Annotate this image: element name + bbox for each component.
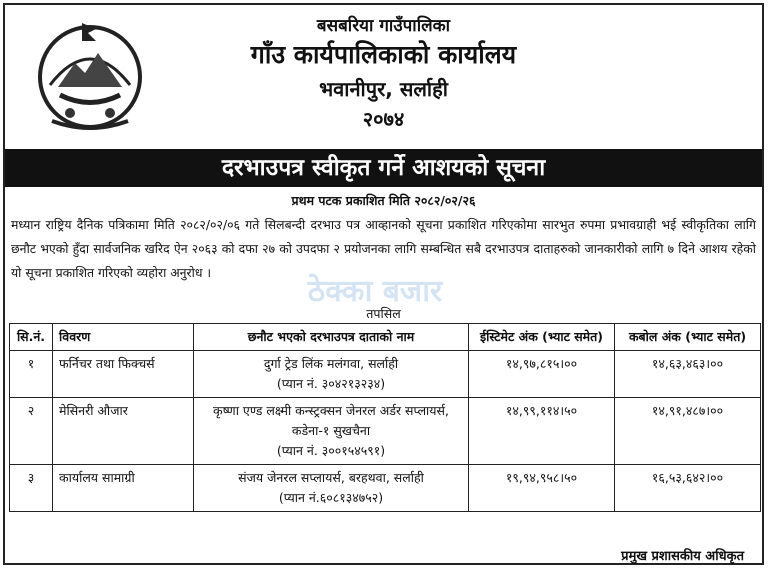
row-bidder: [194, 465, 469, 512]
row-sn: २: [10, 398, 53, 465]
row-accepted: १६,५३,६४२।००: [615, 465, 761, 512]
office-name: गाँउ कार्यपालिकाको कार्यालय: [250, 40, 517, 69]
signatory-title: प्रमुख प्रशासकीय अधिकृत: [621, 549, 744, 564]
bidder-name: दुर्गा ट्रेड लिंक मलंगवा, सर्लाही: [263, 356, 399, 371]
bidder-pan: (प्यान नं. ३०४२१३२३४): [276, 376, 386, 391]
established-year: २०७४: [362, 107, 405, 131]
municipality-name: बसबरिया गाउँपालिका: [316, 16, 451, 36]
row-estimate: १४,९९,११४।५०: [469, 398, 615, 465]
header-accepted: कबोल अंक (भ्याट समेत): [615, 324, 761, 351]
row-accepted: १४,६३,४६३।००: [615, 351, 761, 398]
table-caption: तपसिल: [366, 306, 401, 321]
row-accepted: १४,९१,४८७।००: [615, 398, 761, 465]
header-sn: सि.नं.: [10, 324, 53, 351]
row-estimate: १४,९७,८१५।००: [469, 351, 615, 398]
row-sn: १: [10, 351, 53, 398]
table-row: [10, 398, 761, 465]
notice-paragraph: मध्यान राष्ट्रिय दैनिक पत्रिकामा मिति २०८२/०२/०६ गते सिलबन्दी दरभाउ पत्र आव्हानको सूचना प्रकाशित गरिएकोमा सारभुत रुपमा प्रभावग्राही भई स्वीकृतिका लागि छनौट भएको हुँदा सार्वजनिक खरिद ऐन २०६३ को दफा २७ को उपदफा २ प्रयोजनका लागि सम्बन्धित सबै दरभाउपत्र दाताहरुको जानकारीको लागि ७ दिने आशय रहेको यो सूचना प्रकाशित गरिएको व्यहोरा अनुरोध ।: [11, 217, 756, 280]
row-bidder: [194, 351, 469, 398]
office-address: भवानीपुर, सर्लाही: [319, 77, 448, 101]
row-description: कार्यालय सामाग्री: [53, 465, 194, 512]
row-bidder: [194, 398, 469, 465]
table-row: [10, 351, 761, 398]
bid-table: [9, 323, 761, 512]
row-sn: ३: [10, 465, 53, 512]
published-date: प्रथम पटक प्रकाशित मिति २०८२/०२/२६: [291, 193, 476, 208]
notice-document: [3, 3, 764, 565]
row-description: फर्निचर तथा फिक्चर्स: [53, 351, 194, 398]
notice-title-banner: दरभाउपत्र स्वीकृत गर्ने आशयको सूचना: [5, 149, 762, 187]
table-header-row: [10, 324, 761, 351]
header-bidder: छनौट भएको दरभाउपत्र दाताको नाम: [194, 324, 469, 351]
header-estimate: ईस्टिमेट अंक (भ्याट समेत): [469, 324, 615, 351]
watermark-text: ठेक्का बजार: [307, 274, 443, 309]
bidder-name: कृष्णा एण्ड लक्ष्मी कन्स्ट्रक्सन जेनरल अर्डर सप्लायर्स, कडेना-१ सुखचैना: [213, 403, 449, 438]
notice-header: [5, 5, 762, 145]
row-description: मेसिनरी औजार: [53, 398, 194, 465]
bidder-name: संजय जेनरल सप्लायर्स, बरहथवा, सर्लाही: [238, 470, 424, 485]
bidder-pan: (प्यान नं.६०८१३४७५२): [278, 490, 384, 505]
row-estimate: १९,९४,९५८।५०: [469, 465, 615, 512]
table-row: [10, 465, 761, 512]
header-description: विवरण: [53, 324, 194, 351]
bidder-pan: (प्यान नं. ३००१५४५९१): [276, 443, 386, 458]
